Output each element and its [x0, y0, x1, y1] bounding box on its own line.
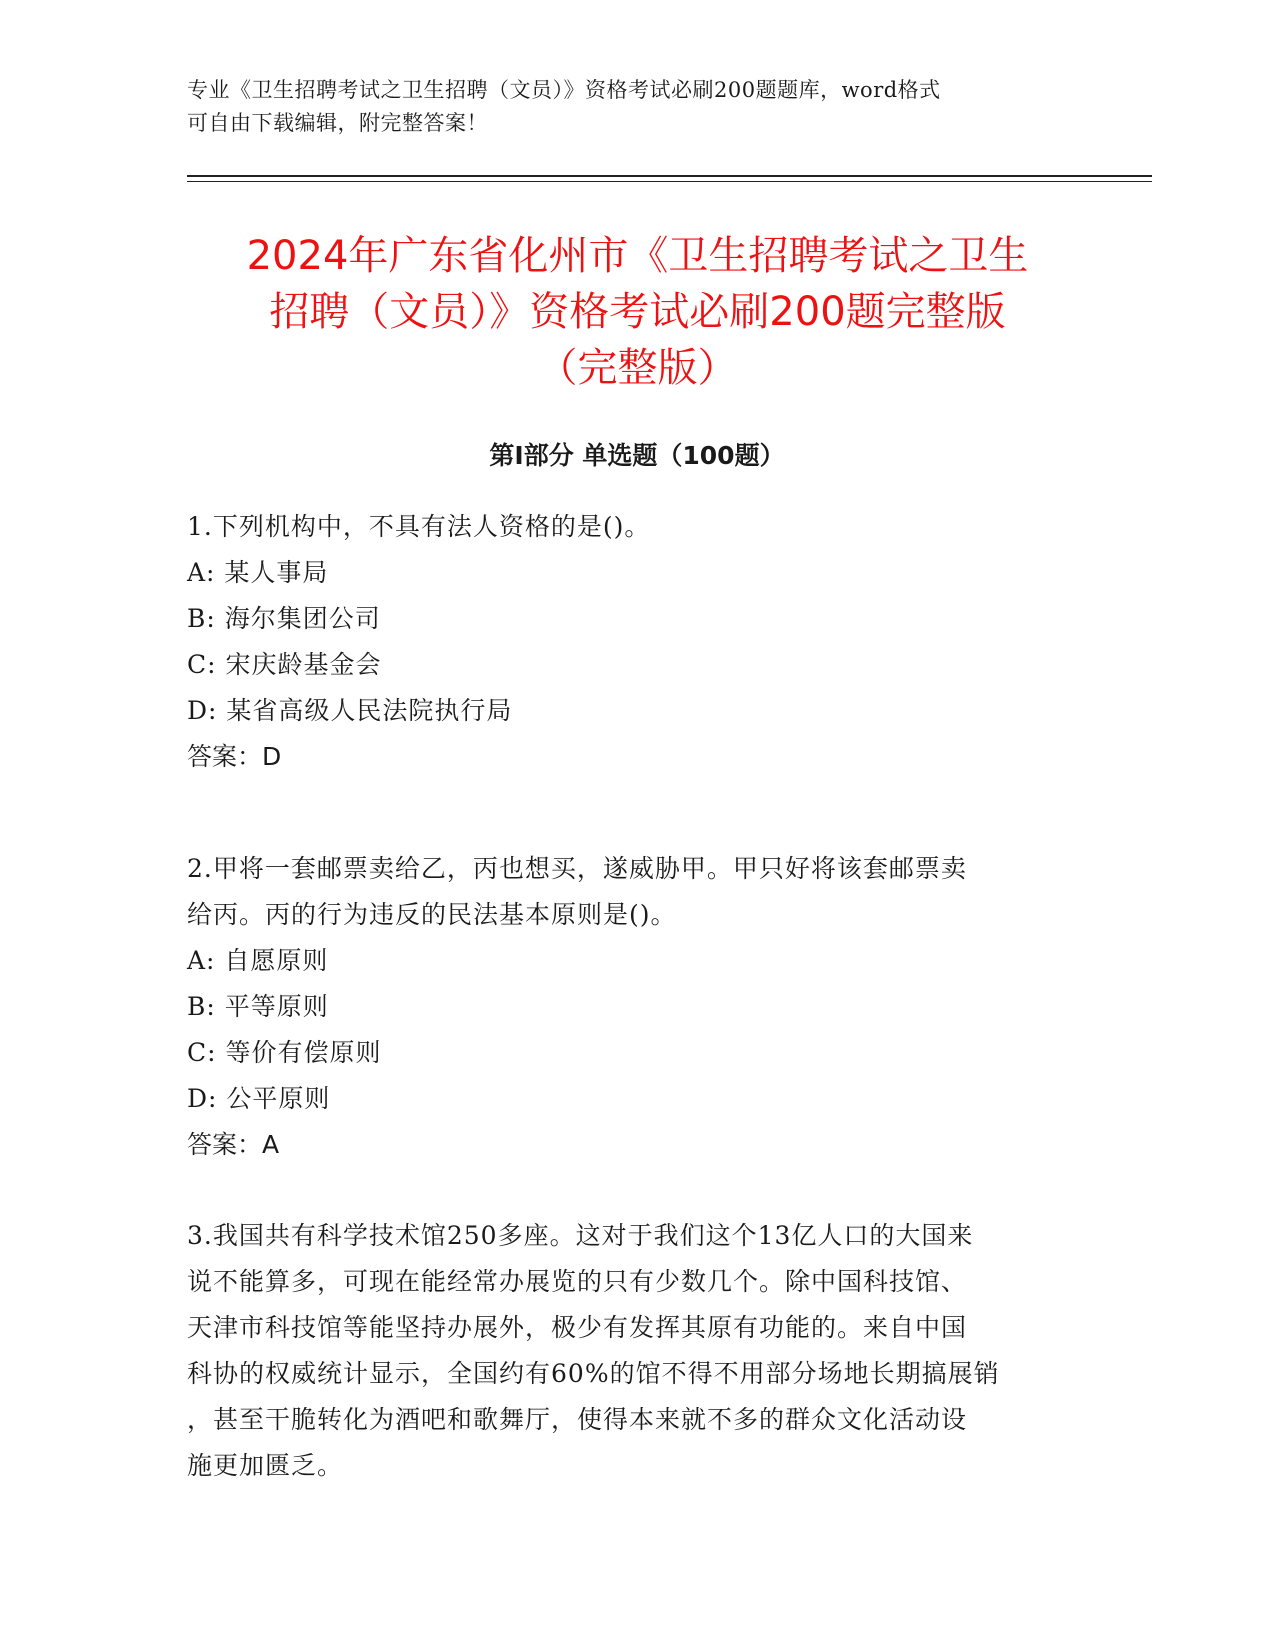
option-d: D: 某省高级人民法院执行局 — [187, 696, 513, 725]
header-note — [187, 74, 1067, 140]
question-stem-line-3: 天津市科技馆等能坚持办展外，极少有发挥其原有功能的。来自中国 — [187, 1313, 968, 1342]
question-stem-line-1: 3.我国共有科学技术馆250多座。这对于我们这个13亿人口的大国来 — [187, 1221, 974, 1250]
option-c: C: 等价有偿原则 — [187, 1038, 382, 1067]
section-title: 第I部分 单选题（100题） — [489, 441, 785, 470]
question-stem-line-2: 说不能算多，可现在能经常办展览的只有少数几个。除中国科技馆、 — [187, 1267, 968, 1296]
answer: 答案：A — [187, 1130, 280, 1159]
question-stem-line-4: 科协的权威统计显示，全国约有60%的馆不得不用部分场地长期搞展销 — [187, 1359, 1000, 1388]
option-b: B: 海尔集团公司 — [187, 604, 381, 633]
header-divider-thick — [187, 175, 1152, 177]
document-title — [160, 228, 1115, 396]
question-stem-line-1: 2.甲将一套邮票卖给乙，丙也想买，遂威胁甲。甲只好将该套邮票卖 — [187, 854, 967, 883]
document-title-line-1: 2024年广东省化州市《卫生招聘考试之卫生 — [246, 233, 1029, 279]
answer: 答案：D — [187, 742, 282, 771]
option-d: D: 公平原则 — [187, 1084, 331, 1113]
question-stem-line-6: 施更加匮乏。 — [187, 1451, 344, 1480]
option-a: A: 自愿原则 — [187, 946, 329, 975]
question-stem-line-2: 给丙。丙的行为违反的民法基本原则是()。 — [187, 900, 677, 929]
question-stem: 1.下列机构中，不具有法人资格的是()。 — [187, 512, 651, 541]
document-title-line-2: 招聘（文员）》资格考试必刷200题完整版 — [269, 289, 1006, 335]
document-title-line-3: （完整版） — [537, 345, 738, 391]
question-stem-line-5: ，甚至干脆转化为酒吧和歌舞厅，使得本来就不多的群众文化活动设 — [187, 1405, 968, 1434]
option-a: A: 某人事局 — [187, 558, 329, 587]
question-3 — [187, 1213, 1077, 1489]
option-c: C: 宋庆龄基金会 — [187, 650, 382, 679]
question-2 — [187, 846, 1077, 1168]
question-1 — [187, 504, 1077, 780]
header-note-line-2: 可自由下载编辑，附完整答案！ — [187, 111, 488, 135]
header-note-line-1: 专业《卫生招聘考试之卫生招聘（文员）》资格考试必刷200题题库，word格式 — [187, 78, 941, 102]
header-divider-thin — [187, 181, 1152, 182]
option-b: B: 平等原则 — [187, 992, 329, 1021]
